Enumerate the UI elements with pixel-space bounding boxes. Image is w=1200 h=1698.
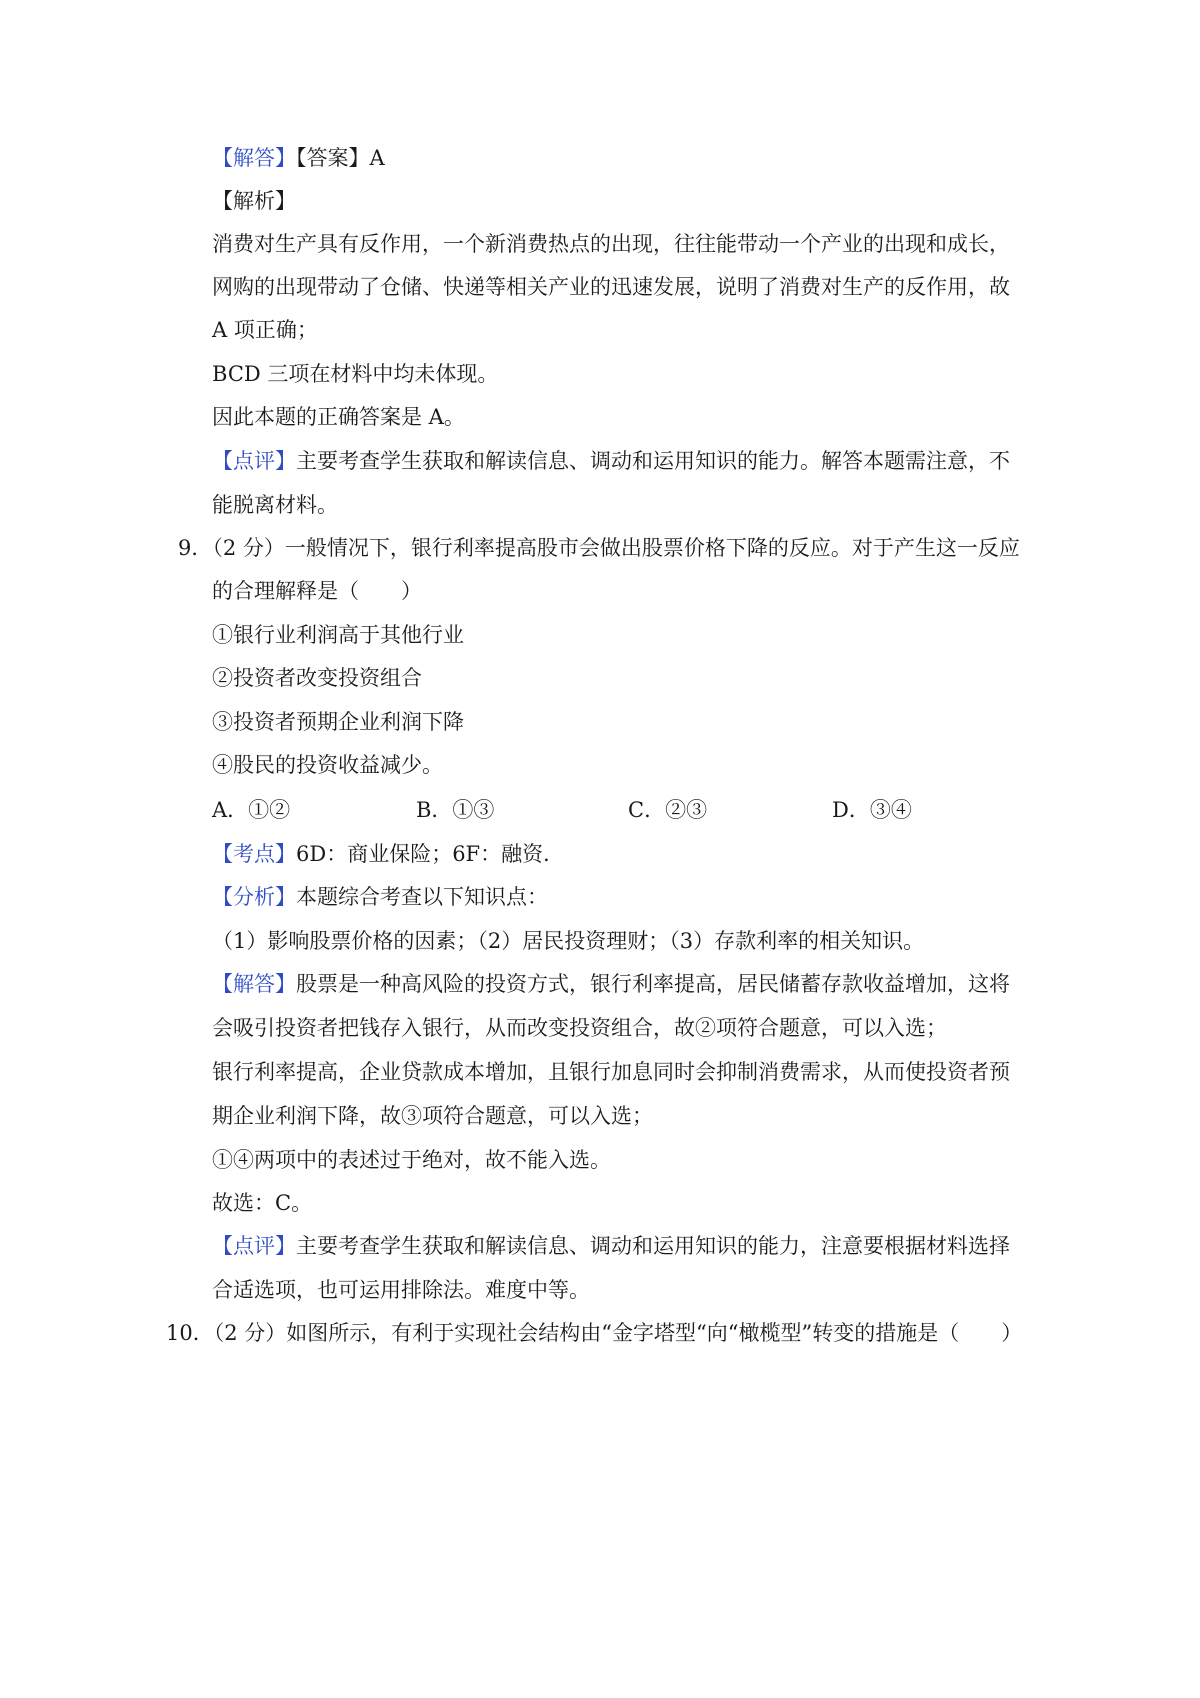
analysis-heading: 【解析】 [212,189,296,213]
review-line: 能脱离材料。 [212,493,338,517]
statement-4: ④股民的投资收益减少。 [212,753,443,777]
statement-2: ②投资者改变投资组合 [212,666,422,690]
jieda-line: 故选：C。 [212,1191,313,1215]
answer-text: 【答案】A [296,146,385,170]
fenxi-tag: 【分析】 [212,885,296,909]
review-line [212,1231,1010,1261]
jieda-line: ①④两项中的表述过于绝对，故不能入选。 [212,1148,611,1172]
answer-tag: 【解答】 [212,146,296,170]
statement-3: ③投资者预期企业利润下降 [212,710,464,734]
analysis-line: 消费对生产具有反作用，一个新消费热点的出现，往往能带动一个产业的出现和成长， [212,232,1010,256]
option-a: A．①② [212,798,291,822]
jieda-line: 银行利率提高，企业贷款成本增加，且银行加息同时会抑制消费需求，从而使投资者预 [212,1060,1010,1084]
question-9-stem [178,533,1020,563]
jieda-line: 期企业利润下降，故③项符合题意，可以入选； [212,1104,653,1128]
statement-1: ①银行业利润高于其他行业 [212,623,464,647]
option-b: B．①③ [416,798,495,822]
question-stem-text: （2 分）一般情况下，银行利率提高股市会做出股票价格下降的反应。对于产生这一反应 [212,536,1020,560]
answer-line [212,143,385,173]
fenxi-line [212,882,548,912]
question-number: 10． [166,1321,214,1345]
jieda-line: 会吸引投资者把钱存入银行，从而改变投资组合，故②项符合题意，可以入选； [212,1016,947,1040]
question-number: 9． [178,536,213,560]
question-stem-text: （2 分）如图所示，有利于实现社会结构由“金字塔型“向“橄榄型”转变的措施是（ ） [213,1321,1023,1345]
review-line: 合适选项，也可运用排除法。难度中等。 [212,1278,590,1302]
jieda-line [212,969,1010,999]
analysis-line: A 项正确； [212,318,318,342]
analysis-line: 网购的出现带动了仓储、快递等相关产业的迅速发展，说明了消费对生产的反作用，故 [212,275,1010,299]
kaodian-tag: 【考点】 [212,842,296,866]
review-tag: 【点评】 [212,1234,296,1258]
option-d: D．③④ [832,798,912,822]
review-text: 主要考查学生获取和解读信息、调动和运用知识的能力，注意要根据材料选择 [296,1234,1010,1258]
question-stem-text: 的合理解释是（ ） [212,579,422,603]
question-10-stem [166,1318,1022,1348]
jieda-text: 股票是一种高风险的投资方式，银行利率提高，居民储蓄存款收益增加，这将 [296,972,1010,996]
fenxi-detail: （1）影响股票价格的因素；（2）居民投资理财；（3）存款利率的相关知识。 [212,929,925,953]
analysis-line: 因此本题的正确答案是 A。 [212,405,465,429]
analysis-line: BCD 三项在材料中均未体现。 [212,362,499,386]
kaodian-text: 6D：商业保险；6F：融资． [296,842,565,866]
review-line [212,446,1010,476]
fenxi-text: 本题综合考查以下知识点： [296,885,548,909]
option-c: C．②③ [628,798,708,822]
review-text: 主要考查学生获取和解读信息、调动和运用知识的能力。解答本题需注意，不 [296,449,1010,473]
review-tag: 【点评】 [212,449,296,473]
jieda-tag: 【解答】 [212,972,296,996]
kaodian-line [212,839,564,869]
